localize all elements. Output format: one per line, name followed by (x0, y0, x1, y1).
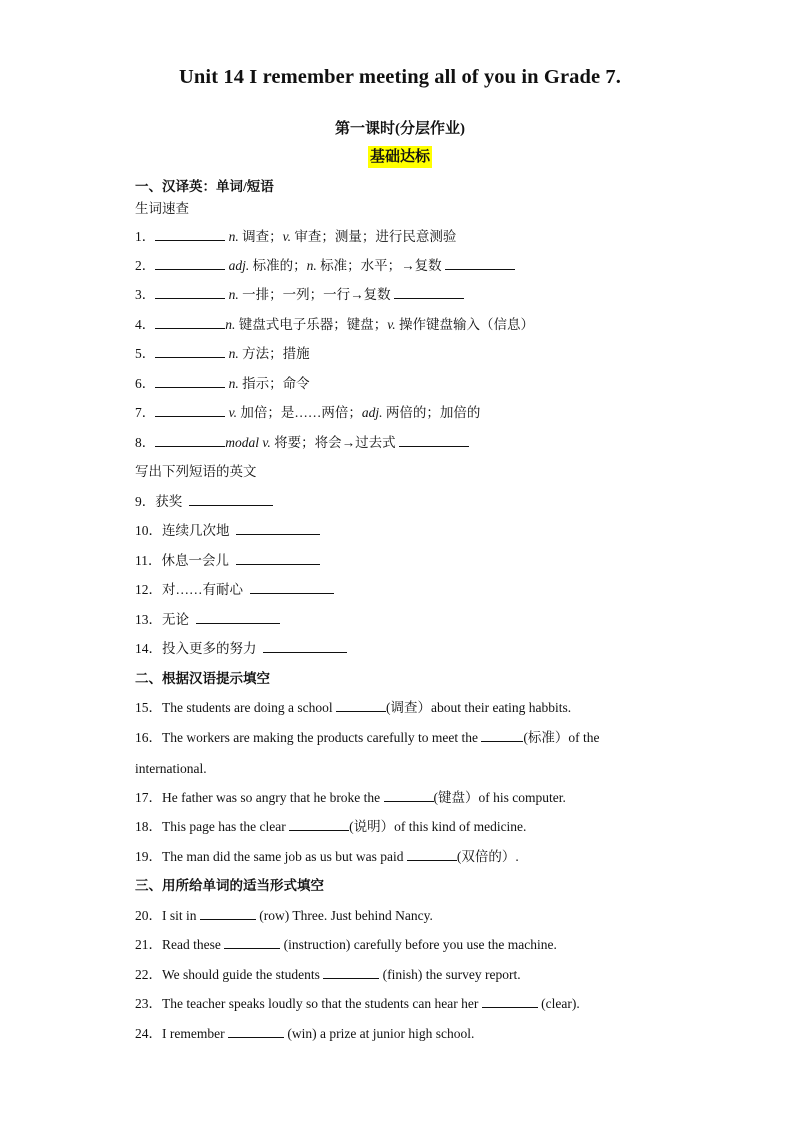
word-item: 6． n. 指示；命令 (135, 376, 310, 391)
answer-blank[interactable] (263, 640, 347, 653)
answer-blank[interactable] (196, 611, 280, 624)
answer-blank[interactable] (228, 1025, 284, 1038)
section1-subheading-phrases: 写出下列短语的英文 (135, 464, 257, 479)
answer-blank[interactable] (189, 493, 273, 506)
word-item: 2． adj. 标准的；n. 标准；水平；→复数 (135, 257, 515, 275)
page-subtitle: 第一课时(分层作业) (335, 121, 465, 137)
fill-item-continuation: international. (135, 761, 207, 776)
answer-blank[interactable] (445, 257, 515, 270)
level-label: 基础达标 (368, 146, 432, 168)
page-title: Unit 14 I remember meeting all of you in Grade 7. (179, 66, 621, 88)
fill-item: 18．This page has the clear (说明）of this kind of medicine. (135, 819, 527, 834)
answer-blank[interactable] (482, 995, 538, 1008)
fill-item: 17．He father was so angry that he broke the (键盘）of his computer. (135, 790, 566, 805)
answer-blank[interactable] (384, 789, 434, 802)
phrase-item: 12．对……有耐心 (135, 581, 334, 599)
fill-item: 24．I remember (win) a prize at junior high school. (135, 1026, 475, 1041)
fill-item: 20．I sit in (row) Three. Just behind Nancy. (135, 908, 433, 923)
word-item: 8． modal v. 将要；将会→过去式 (135, 434, 469, 452)
section3-heading: 三、用所给单词的适当形式填空 (135, 878, 324, 893)
answer-blank[interactable] (236, 552, 320, 565)
phrase-item: 9．获奖 (135, 493, 273, 511)
answer-blank[interactable] (155, 228, 225, 241)
word-item: 4． n. 键盘式电子乐器；键盘；v. 操作键盘输入（信息） (135, 317, 534, 332)
fill-item: 23．The teacher speaks loudly so that the students can hear her (clear). (135, 996, 580, 1011)
answer-blank[interactable] (399, 434, 469, 447)
answer-blank[interactable] (407, 848, 457, 861)
fill-item: 15．The students are doing a school (调查）about their eating habbits. (135, 700, 572, 715)
answer-blank[interactable] (155, 404, 225, 417)
answer-blank[interactable] (224, 936, 280, 949)
answer-blank[interactable] (155, 316, 225, 329)
answer-blank[interactable] (155, 375, 225, 388)
answer-blank[interactable] (481, 729, 523, 742)
word-item: 3． n. 一排；一列；一行→复数 (135, 286, 464, 304)
section1-subheading-words: 生词速查 (135, 201, 189, 216)
fill-item: 21．Read these (instruction) carefully before you use the machine. (135, 937, 557, 952)
answer-blank[interactable] (250, 581, 334, 594)
phrase-item: 14．投入更多的努力 (135, 640, 347, 658)
fill-item: 16．The workers are making the products carefully to meet the (标准）of the (135, 730, 600, 745)
answer-blank[interactable] (289, 818, 349, 831)
answer-blank[interactable] (323, 966, 379, 979)
phrase-item: 10．连续几次地 (135, 522, 320, 540)
level-label-wrap (0, 146, 800, 168)
phrase-item: 13．无论 (135, 611, 280, 629)
fill-item: 22．We should guide the students (finish) the survey report. (135, 967, 521, 982)
word-item: 5． n. 方法；措施 (135, 346, 310, 361)
section2-heading: 二、根据汉语提示填空 (135, 671, 270, 686)
section1-heading: 一、汉译英：单词/短语 (135, 179, 274, 194)
answer-blank[interactable] (200, 907, 256, 920)
answer-blank[interactable] (394, 286, 464, 299)
word-item: 7． v. 加倍；是……两倍；adj. 两倍的；加倍的 (135, 405, 481, 420)
answer-blank[interactable] (336, 699, 386, 712)
answer-blank[interactable] (155, 286, 225, 299)
answer-blank[interactable] (155, 345, 225, 358)
fill-item: 19．The man did the same job as us but was paid (双倍的）. (135, 849, 519, 864)
phrase-item: 11．休息一会儿 (135, 552, 320, 570)
word-item: 1． n. 调查；v. 审查；测量；进行民意测验 (135, 229, 457, 244)
answer-blank[interactable] (155, 434, 225, 447)
answer-blank[interactable] (236, 522, 320, 535)
answer-blank[interactable] (155, 257, 225, 270)
